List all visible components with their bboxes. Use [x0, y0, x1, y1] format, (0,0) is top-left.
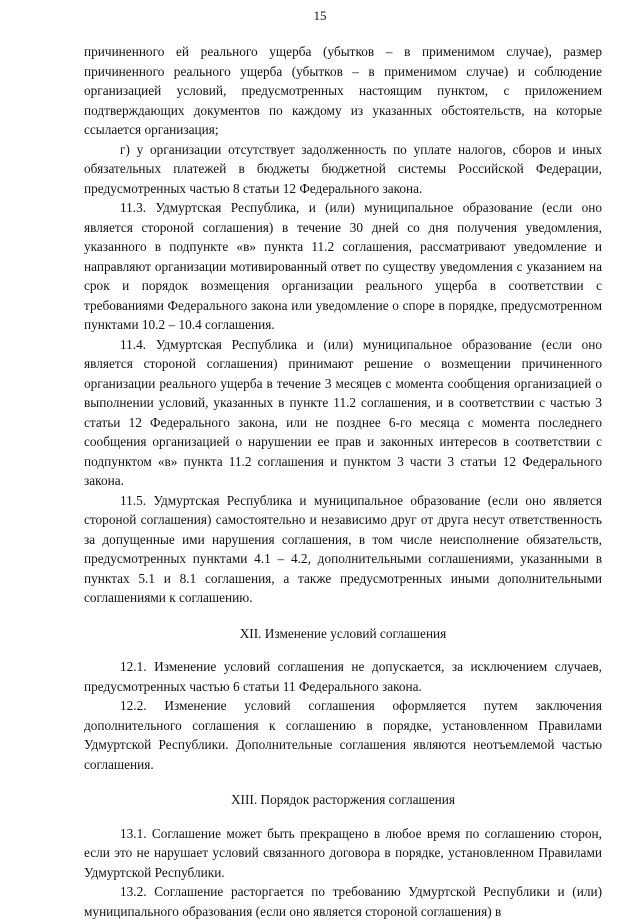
paragraph-11-5: 11.5. Удмуртская Республика и муниципальное образование (если оно является стороной соглашения) самостоятельно и независимо друг от друга несут ответственность за допущенные ими нарушения соглашения, в том числе неисполнение обязательств, предусмотренных пунктами 4.1 – 4.2, дополнительными соглашениями, указанными в пунктах 5.1 и 8.1 соглашения, а также предусмотренных иными дополнительными соглашениями к соглашению.	[84, 492, 602, 605]
section-heading-xiii: XIII. Порядок расторжения соглашения	[230, 792, 456, 807]
section-heading-xii: XII. Изменение условий соглашения	[239, 625, 447, 641]
paragraph-13-2: 13.2. Соглашение расторгается по требованию Удмуртской Республики и (или) муниципального образования (если оно является стороной соглашения) в	[84, 884, 602, 919]
paragraph-12-1: 12.1. Изменение условий соглашения не допускается, за исключением случаев, предусмотренных частью 6 статьи 11 Федерального закона.	[84, 659, 602, 694]
page-number: 15	[313, 8, 327, 23]
paragraph-subitem-g: г) у организации отсутствует задолженность по уплате налогов, сборов и иных обязательных платежей в бюджеты бюджетной системы Российской Федерации, предусмотренных частью 8 статьи 12 Федерального закона.	[84, 141, 602, 196]
paragraph-12-2: 12.2. Изменение условий соглашения оформляется путем заключения дополнительного соглашения к соглашению в порядке, установленном Правилами Удмуртской Республики. Дополнительные соглашения являются неотъемлемой частью соглашения.	[84, 698, 602, 772]
paragraph-11-3: 11.3. Удмуртская Республика, и (или) муниципальное образование (если оно является стороной соглашения) в течение 30 дней со дня получения уведомления, указанного в подпункте «в» пункта 11.2 соглашения, рассматривают уведомление и направляют организации мотивированный ответ по существу уведомления с указанием на срок и порядок возмещения организации реального ущерба в соответствии с требованиями Федерального закона или уведомление о споре в порядке, предусмотренном пунктами 10.2 – 10.4 соглашения.	[84, 200, 602, 332]
paragraph-continuation: причиненного ей реального ущерба (убытков – в применимом случае), размер причиненного реального ущерба (убытков – в применимом случае) и соблюдение организацией условий, предусмотренных настоящим пунктом, с приложением подтверждающих документов по каждому из указанных обстоятельств, на которые ссылается организация;	[84, 44, 602, 137]
document-body	[84, 42, 602, 921]
paragraph-11-4: 11.4. Удмуртская Республика и (или) муниципальное образование (если оно является стороной соглашения) принимают решение о возмещении причиненного организации реального ущерба в течение 3 месяцев с момента сообщения организацией о выполнении условий, указанных в пункте 11.2 соглашения, и в соответствии с частью 3 статьи 12 Федерального закона, или не позднее 6-го месяца с момента последнего сообщения организацией о нарушении ее прав и законных интересов в соответствии с подпунктом «в» пункта 11.2 соглашения и пунктом 3 части 3 статьи 12 Федерального закона.	[84, 336, 602, 488]
paragraph-13-1: 13.1. Соглашение может быть прекращено в любое время по соглашению сторон, если это не нарушает условий связанного договора в порядке, установленном Правилами Удмуртской Республики.	[84, 825, 602, 880]
